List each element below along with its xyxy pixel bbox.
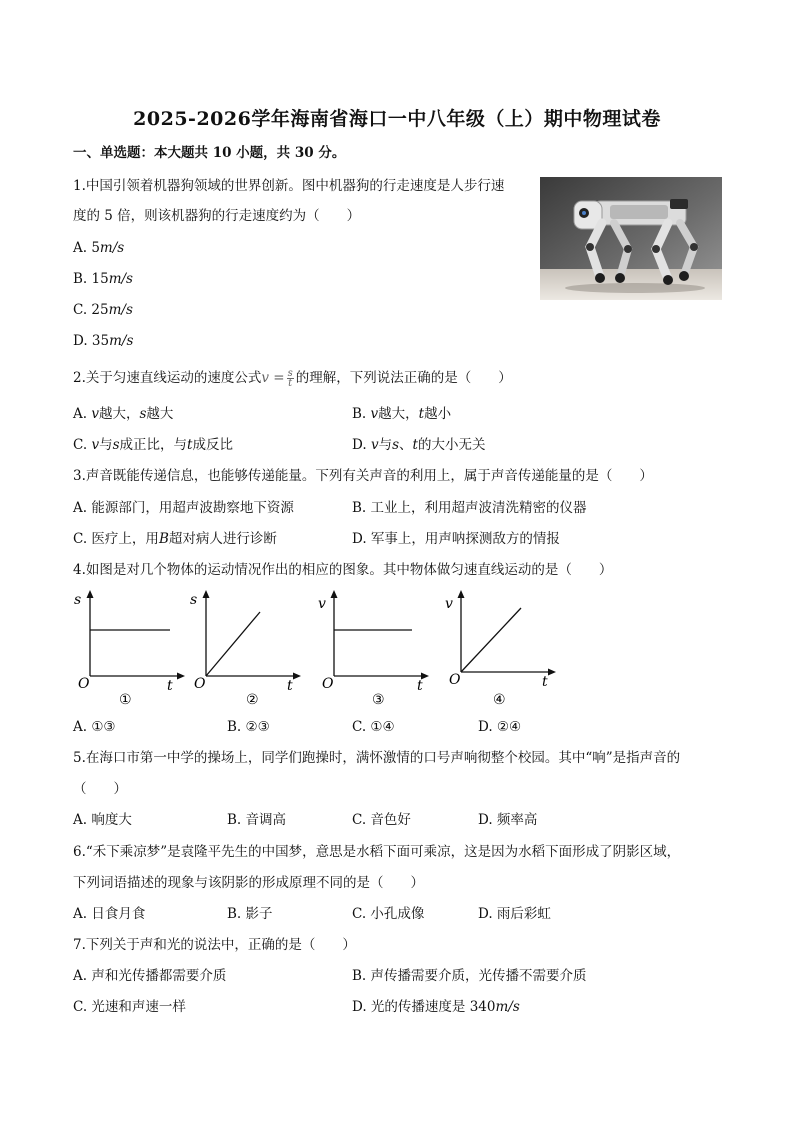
q3-option-b: B. 工业上，利用超声波清洗精密的仪器 — [352, 500, 587, 516]
q1-stem-line2: 度的 5 倍，则该机器狗的行走速度约为（ ） — [73, 208, 361, 224]
q3-stem: 3.声音既能传递信息，也能够传递能量。下列有关声音的利用上，属于声音传递能量的是（ ） — [73, 468, 653, 484]
q2-option-d: D. v与s、t的大小无关 — [352, 437, 486, 453]
graph-1-ylabel: s — [74, 592, 82, 608]
section-heading: 一、单选题：本大题共 10 小题，共 30 分。 — [73, 145, 346, 161]
q5-option-d: D. 频率高 — [478, 812, 538, 828]
q7-option-a: A. 声和光传播都需要介质 — [73, 968, 227, 984]
q1-option-c: C. 25m/s — [73, 302, 133, 318]
q4-stem: 4.如图是对几个物体的运动情况作出的相应的图象。其中物体做匀速直线运动的是（ ） — [73, 562, 613, 578]
q6-stem-line1: 6.“禾下乘凉梦”是袁隆平先生的中国梦，意思是水稻下面可乘凉，这是因为水稻下面形成了阴影区域， — [73, 844, 681, 860]
velocity-formula-lhs: v = — [261, 370, 285, 386]
graph-1 — [72, 588, 187, 710]
q5-stem-bracket: （ ） — [73, 781, 127, 797]
q7-option-b: B. 声传播需要介质，光传播不需要介质 — [352, 968, 587, 984]
q5-option-b: B. 音调高 — [227, 812, 287, 828]
q2-option-b: B. v越大，t越小 — [352, 406, 452, 422]
q7-option-d: D. 光的传播速度是 340m/s — [352, 999, 520, 1015]
q3-option-d: D. 军事上，用声呐探测敌方的情报 — [352, 531, 560, 547]
graph-3 — [316, 588, 431, 710]
q1-stem-line1: 1.中国引领着机器狗领域的世界创新。图中机器狗的行走速度是人步行速 — [73, 178, 505, 194]
q1-option-a: A. 5m/s — [73, 240, 125, 256]
q6-option-c: C. 小孔成像 — [352, 906, 425, 922]
q6-option-a: A. 日食月食 — [73, 906, 146, 922]
velocity-formula-fraction: $\frac{s}{t}$ — [287, 368, 293, 389]
robot-dog-photo — [540, 177, 722, 300]
graph-3-caption: ③ — [372, 692, 385, 708]
graph-1-caption: ① — [119, 692, 132, 708]
q7-stem: 7.下列关于声和光的说法中，正确的是（ ） — [73, 937, 356, 953]
graph-3-ylabel: v — [318, 596, 326, 612]
q3-option-c: C. 医疗上，用B超对病人进行诊断 — [73, 531, 277, 547]
q4-option-b: B. ②③ — [227, 719, 270, 735]
graph-2-xlabel: t — [287, 678, 293, 694]
graph-2-ylabel: s — [190, 592, 198, 608]
q3-option-a: A. 能源部门，用超声波勘察地下资源 — [73, 500, 294, 516]
q1-option-d: D. 35m/s — [73, 333, 134, 349]
q5-option-a: A. 响度大 — [73, 812, 132, 828]
graph-4 — [443, 588, 558, 710]
q6-option-d: D. 雨后彩虹 — [478, 906, 551, 922]
q5-option-c: C. 音色好 — [352, 812, 411, 828]
page-title: 2025-2026学年海南省海口一中八年级（上）期中物理试卷 — [133, 108, 661, 130]
graph-3-xlabel: t — [417, 678, 423, 694]
q1-option-b: B. 15m/s — [73, 271, 133, 287]
graph-3-origin: O — [322, 676, 334, 692]
q5-stem: 5.在海口市第一中学的操场上，同学们跑操时，满怀激情的口号声响彻整个校园。其中“响”是指声音的 — [73, 750, 681, 766]
q4-option-a: A. ①③ — [73, 719, 116, 735]
graph-4-xlabel: t — [542, 674, 548, 690]
q7-option-c: C. 光速和声速一样 — [73, 999, 186, 1015]
graph-2 — [188, 588, 303, 710]
graph-4-ylabel: v — [445, 596, 453, 612]
graph-1-origin: O — [78, 676, 90, 692]
q2-option-c: C. v与s成正比，与t成反比 — [73, 437, 233, 453]
graph-4-origin: O — [449, 672, 461, 688]
q6-stem-line2: 下列词语描述的现象与该阴影的形成原理不同的是（ ） — [73, 875, 424, 891]
graph-4-caption: ④ — [493, 692, 506, 708]
graph-1-xlabel: t — [167, 678, 173, 694]
q4-option-d: D. ②④ — [478, 719, 522, 735]
q2-option-a: A. v越大，s越大 — [73, 406, 174, 422]
q2-stem: 2.关于匀速直线运动的速度公式v = $\frac{s}{t}$ 的理解，下列说法正确的是（ ） — [73, 368, 512, 389]
graph-2-caption: ② — [246, 692, 259, 708]
graph-2-origin: O — [194, 676, 206, 692]
q6-option-b: B. 影子 — [227, 906, 273, 922]
q4-option-c: C. ①④ — [352, 719, 395, 735]
